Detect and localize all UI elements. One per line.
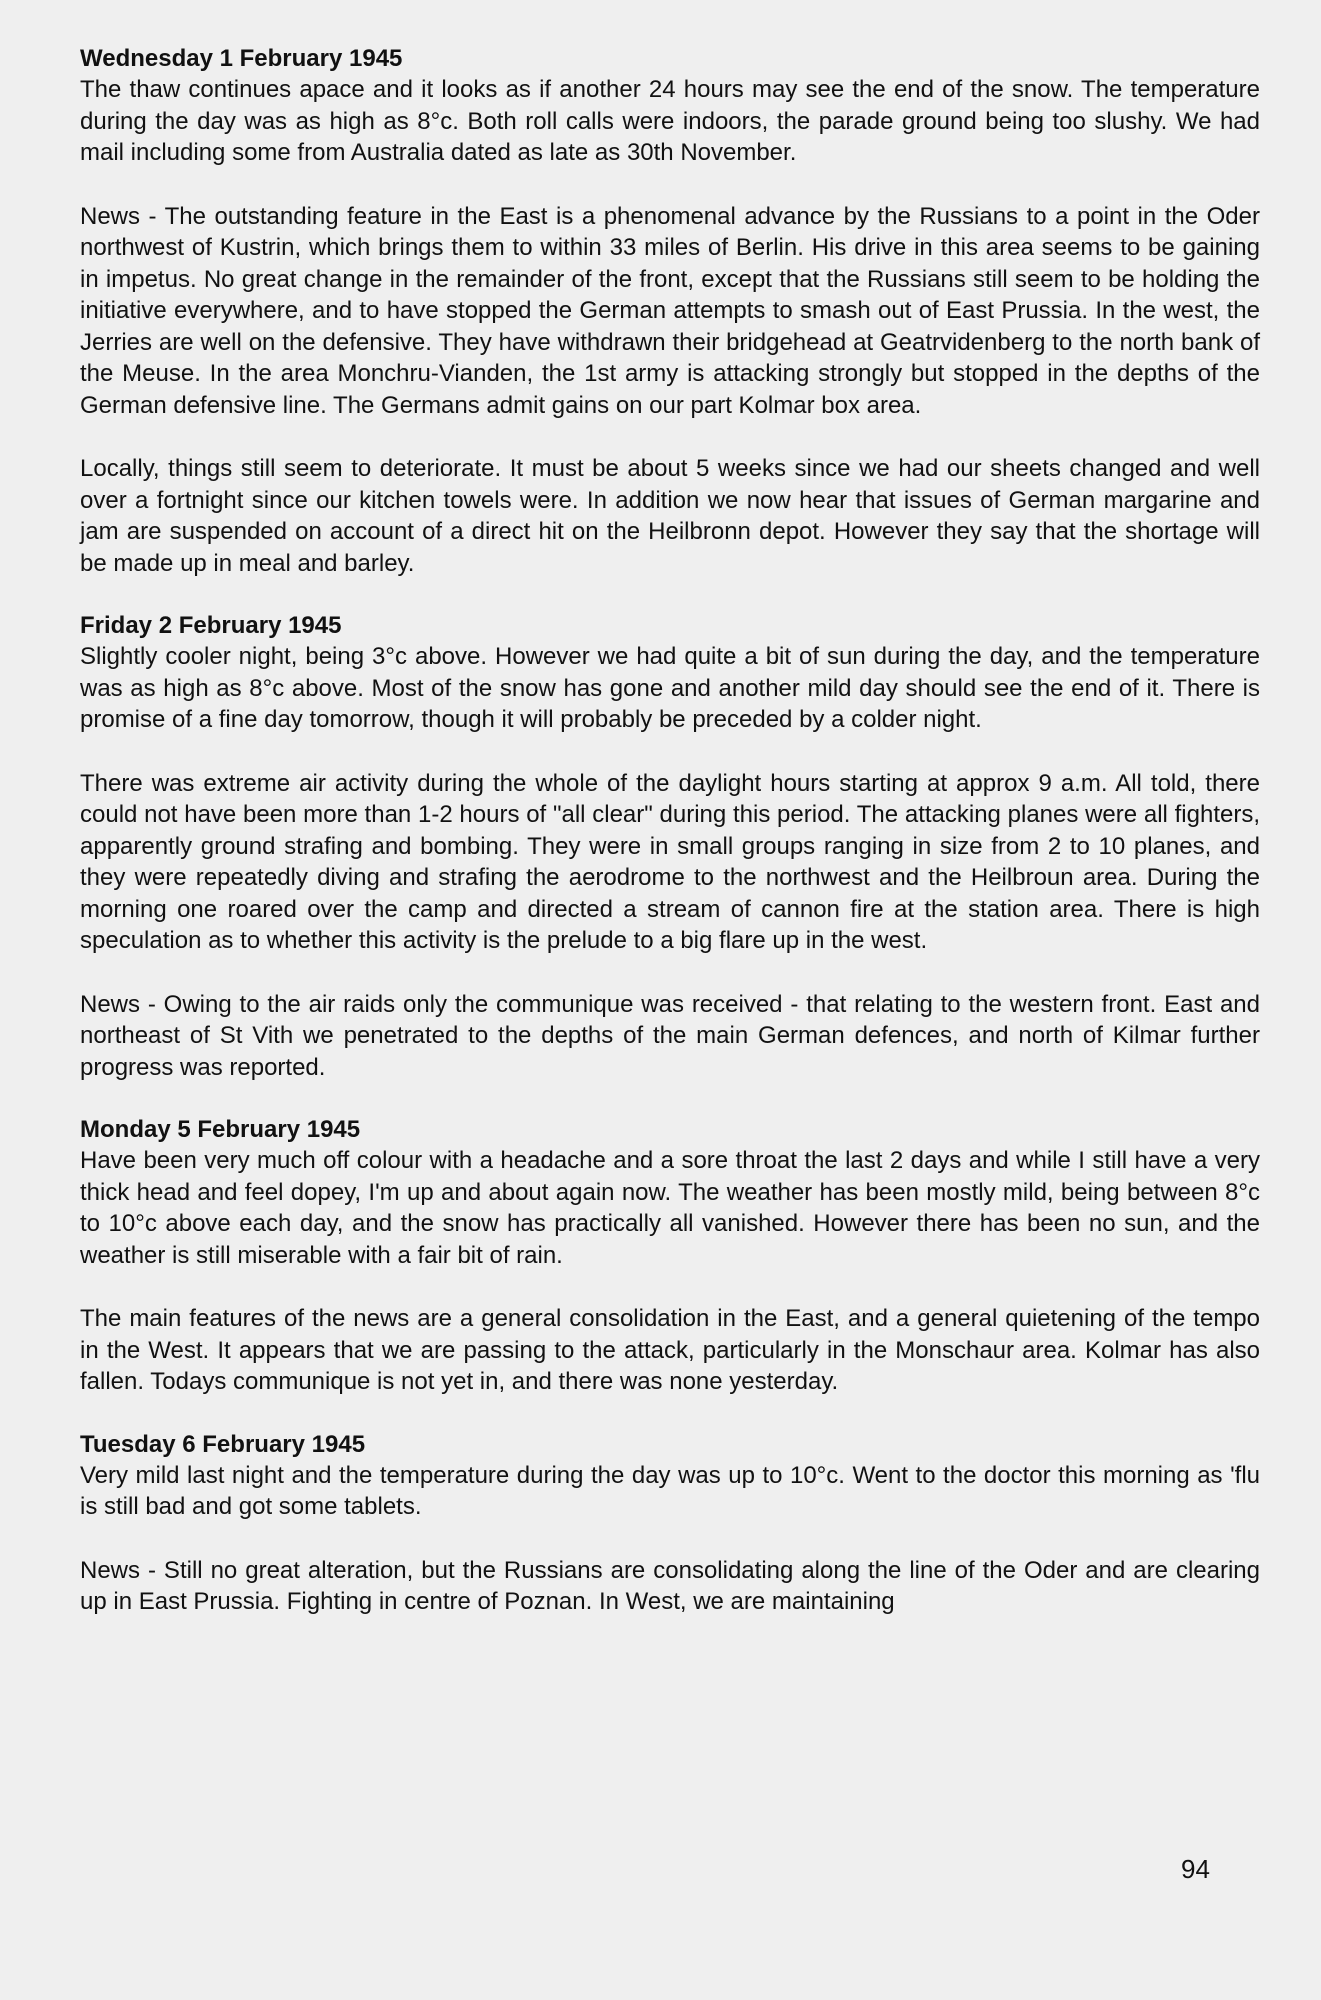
entry-date: Wednesday 1 February 1945 bbox=[80, 45, 403, 72]
page-number: 94 bbox=[1181, 1854, 1210, 1884]
diary-entry-wednesday-1-feb bbox=[80, 44, 1260, 579]
diary-entry-monday-5-feb bbox=[80, 1115, 1260, 1398]
entry-date: Friday 2 February 1945 bbox=[80, 612, 342, 639]
entry-date: Monday 5 February 1945 bbox=[80, 1116, 361, 1143]
entry-paragraph: Slightly cooler night, being 3°c above. However we had quite a bit of sun during the day, and the temperature was as high as 8°c above. Most of the snow has gone and another mild day should see the end of it. There is promise of a fine day tomorrow, though it will probably be preceded by a colder night. bbox=[80, 643, 1260, 733]
entry-paragraph: News - Still no great alteration, but the Russians are consolidating along the line of the Oder and are clearing up in East Prussia. Fighting in centre of Poznan. In West, we are maintaining bbox=[80, 1556, 1260, 1615]
entry-paragraph: There was extreme air activity during the whole of the daylight hours starting at approx 9 a.m. All told, there could not have been more than 1-2 hours of "all clear" during this period. The attacking planes were all fighters, apparently ground strafing and bombing. They were in small groups ranging in size from 2 to 10 planes, and they were repeatedly diving and strafing the aerodrome to the northwest and the Heilbroun area. During the morning one roared over the camp and directed a stream of cannon fire at the station area. There is high speculation as to whether this activity is the prelude to a big flare up in the west. bbox=[80, 769, 1260, 954]
diary-entry-tuesday-6-feb bbox=[80, 1430, 1260, 1618]
entry-paragraph: Have been very much off colour with a headache and a sore throat the last 2 days and while I still have a very thick head and feel dopey, I'm up and about again now. The weather has been mostly mild, being between 8°c to 10°c above each day, and the snow has practically all vanished. However there has been no sun, and the weather is still miserable with a fair bit of rain. bbox=[80, 1147, 1260, 1269]
diary-page bbox=[80, 44, 1260, 1618]
entry-paragraph: News - The outstanding feature in the East is a phenomenal advance by the Russians to a point in the Oder northwest of Kustrin, which brings them to within 33 miles of Berlin. His drive in this area seems to be gaining in impetus. No great change in the remainder of the front, except that the Russians still seem to be holding the initiative everywhere, and to have stopped the German attempts to smash out of East Prussia. In the west, the Jerries are well on the defensive. They have withdrawn their bridgehead at Geatrvidenberg to the north bank of the Meuse. In the area Monchru-Vianden, the 1st army is attacking strongly but stopped in the depths of the German defensive line. The Germans admit gains on our part Kolmar box area. bbox=[80, 202, 1260, 419]
entry-paragraph: Very mild last night and the temperature during the day was up to 10°c. Went to the doctor this morning as 'flu is still bad and got some tablets. bbox=[80, 1461, 1260, 1520]
entry-paragraph: The thaw continues apace and it looks as if another 24 hours may see the end of the snow. The temperature during the day was as high as 8°c. Both roll calls were indoors, the parade ground being too slushy. We had mail including some from Australia dated as late as 30th November. bbox=[80, 76, 1260, 166]
entry-paragraph: Locally, things still seem to deteriorate. It must be about 5 weeks since we had our sheets changed and well over a fortnight since our kitchen towels were. In addition we now hear that issues of German margarine and jam are suspended on account of a direct hit on the Heilbronn depot. However they say that the shortage will be made up in meal and barley. bbox=[80, 455, 1260, 577]
entry-paragraph: News - Owing to the air raids only the communique was received - that relating to the western front. East and northeast of St Vith we penetrated to the depths of the main German defences, and north of Kilmar further progress was reported. bbox=[80, 990, 1260, 1081]
diary-entry-friday-2-feb bbox=[80, 611, 1260, 1083]
entry-paragraph: The main features of the news are a general consolidation in the East, and a general quietening of the tempo in the West. It appears that we are passing to the attack, particularly in the Monschaur area. Kolmar has also fallen. Todays communique is not yet in, and there was none yesterday. bbox=[80, 1305, 1260, 1395]
entry-date: Tuesday 6 February 1945 bbox=[80, 1430, 366, 1458]
